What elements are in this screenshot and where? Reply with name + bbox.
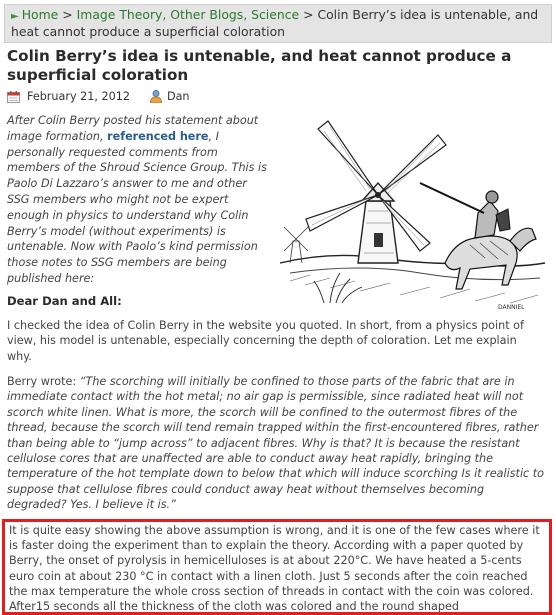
referenced-here-link[interactable]: referenced here	[107, 129, 209, 143]
post-author-link[interactable]: Dan	[166, 90, 190, 103]
home-arrow-icon: ►	[11, 11, 19, 22]
calendar-icon	[7, 91, 20, 103]
breadcrumb-separator: >	[62, 7, 73, 22]
user-icon	[150, 90, 162, 103]
illustration-signature: DANNIEL	[498, 304, 525, 311]
paragraph-2	[7, 374, 547, 513]
greeting: Dear Dan and All:	[7, 294, 122, 308]
breadcrumb-current: Colin Berry’s idea is untenable, and heat cannot produce a superficial coloration	[11, 7, 539, 39]
quote-lead: Berry wrote:	[7, 375, 80, 388]
breadcrumb-separator: >	[303, 7, 314, 22]
breadcrumb-category-link[interactable]: Image Theory, Other Blogs, Science	[76, 7, 300, 22]
post-meta	[7, 90, 190, 103]
highlighted-paragraph: It is quite easy showing the above assumption is wrong, and it is one of the few cases where it is faster doing the experiment than to explain the theory. According with a paper quoted by Berry, the onset of pyrolysis in hemicelluloses is at about 220°C. We have heated a 5-cents euro coin at about 230 °C in contact with a linen cloth. Just 5 seconds after the coin reached the max temperature the whole cross section of threads in contact with the coin was colored. After15 seconds all the thickness of the cloth was colored and the round shaped	[9, 524, 540, 614]
breadcrumb-home-link[interactable]: Home	[21, 7, 59, 22]
highlighted-section	[2, 519, 552, 615]
intro-paragraph	[7, 113, 269, 287]
paragraph-1: I checked the idea of Colin Berry in the website you quoted. In short, from a physics point of view, his model is untenable, especially concerning the depth of coloration. Let me explain why.	[7, 319, 524, 363]
breadcrumb	[4, 4, 552, 43]
windmill-illustration	[270, 113, 550, 313]
post-date: February 21, 2012	[27, 90, 130, 103]
intro-text-1: After Colin Berry posted his statement about image formation,	[7, 114, 259, 143]
intro-text-2: , I personally requested comments from members of the Shroud Science Group. This is Paolo Di Lazzaro’s answer to me and other SSG members who might not be expert enough in physics to understand why Colin Berry’s model (without experiments) is untenable. Now with Paolo’s kind permission those notes to SSG members are being published here:	[7, 129, 267, 285]
post-title[interactable]: Colin Berry’s idea is untenable, and heat cannot produce a superficial coloration	[7, 47, 512, 84]
berry-quote: “The scorching will initially be confined to those parts of the fabric that are in immediate contact with the hot metal; no air gap is permissible, since radiated heat will not scorch white linen. What is more, the scorch will be confined to the outermost fibres of the thread, because the scorch will tend remain trapped within the first-encountered fibres, rather than being able to “jump across” to adjacent fibres. Why is that? It is because the resistant cellulose cores that are unaffected are able to conduct away heat rapidly, bringing the temperature of the hot template down to below that which will induce scorching Is it realistic to suppose that cellulose fibres could conduct away heat without themselves becoming degraded? Yes. I believe it is.”	[7, 375, 544, 512]
